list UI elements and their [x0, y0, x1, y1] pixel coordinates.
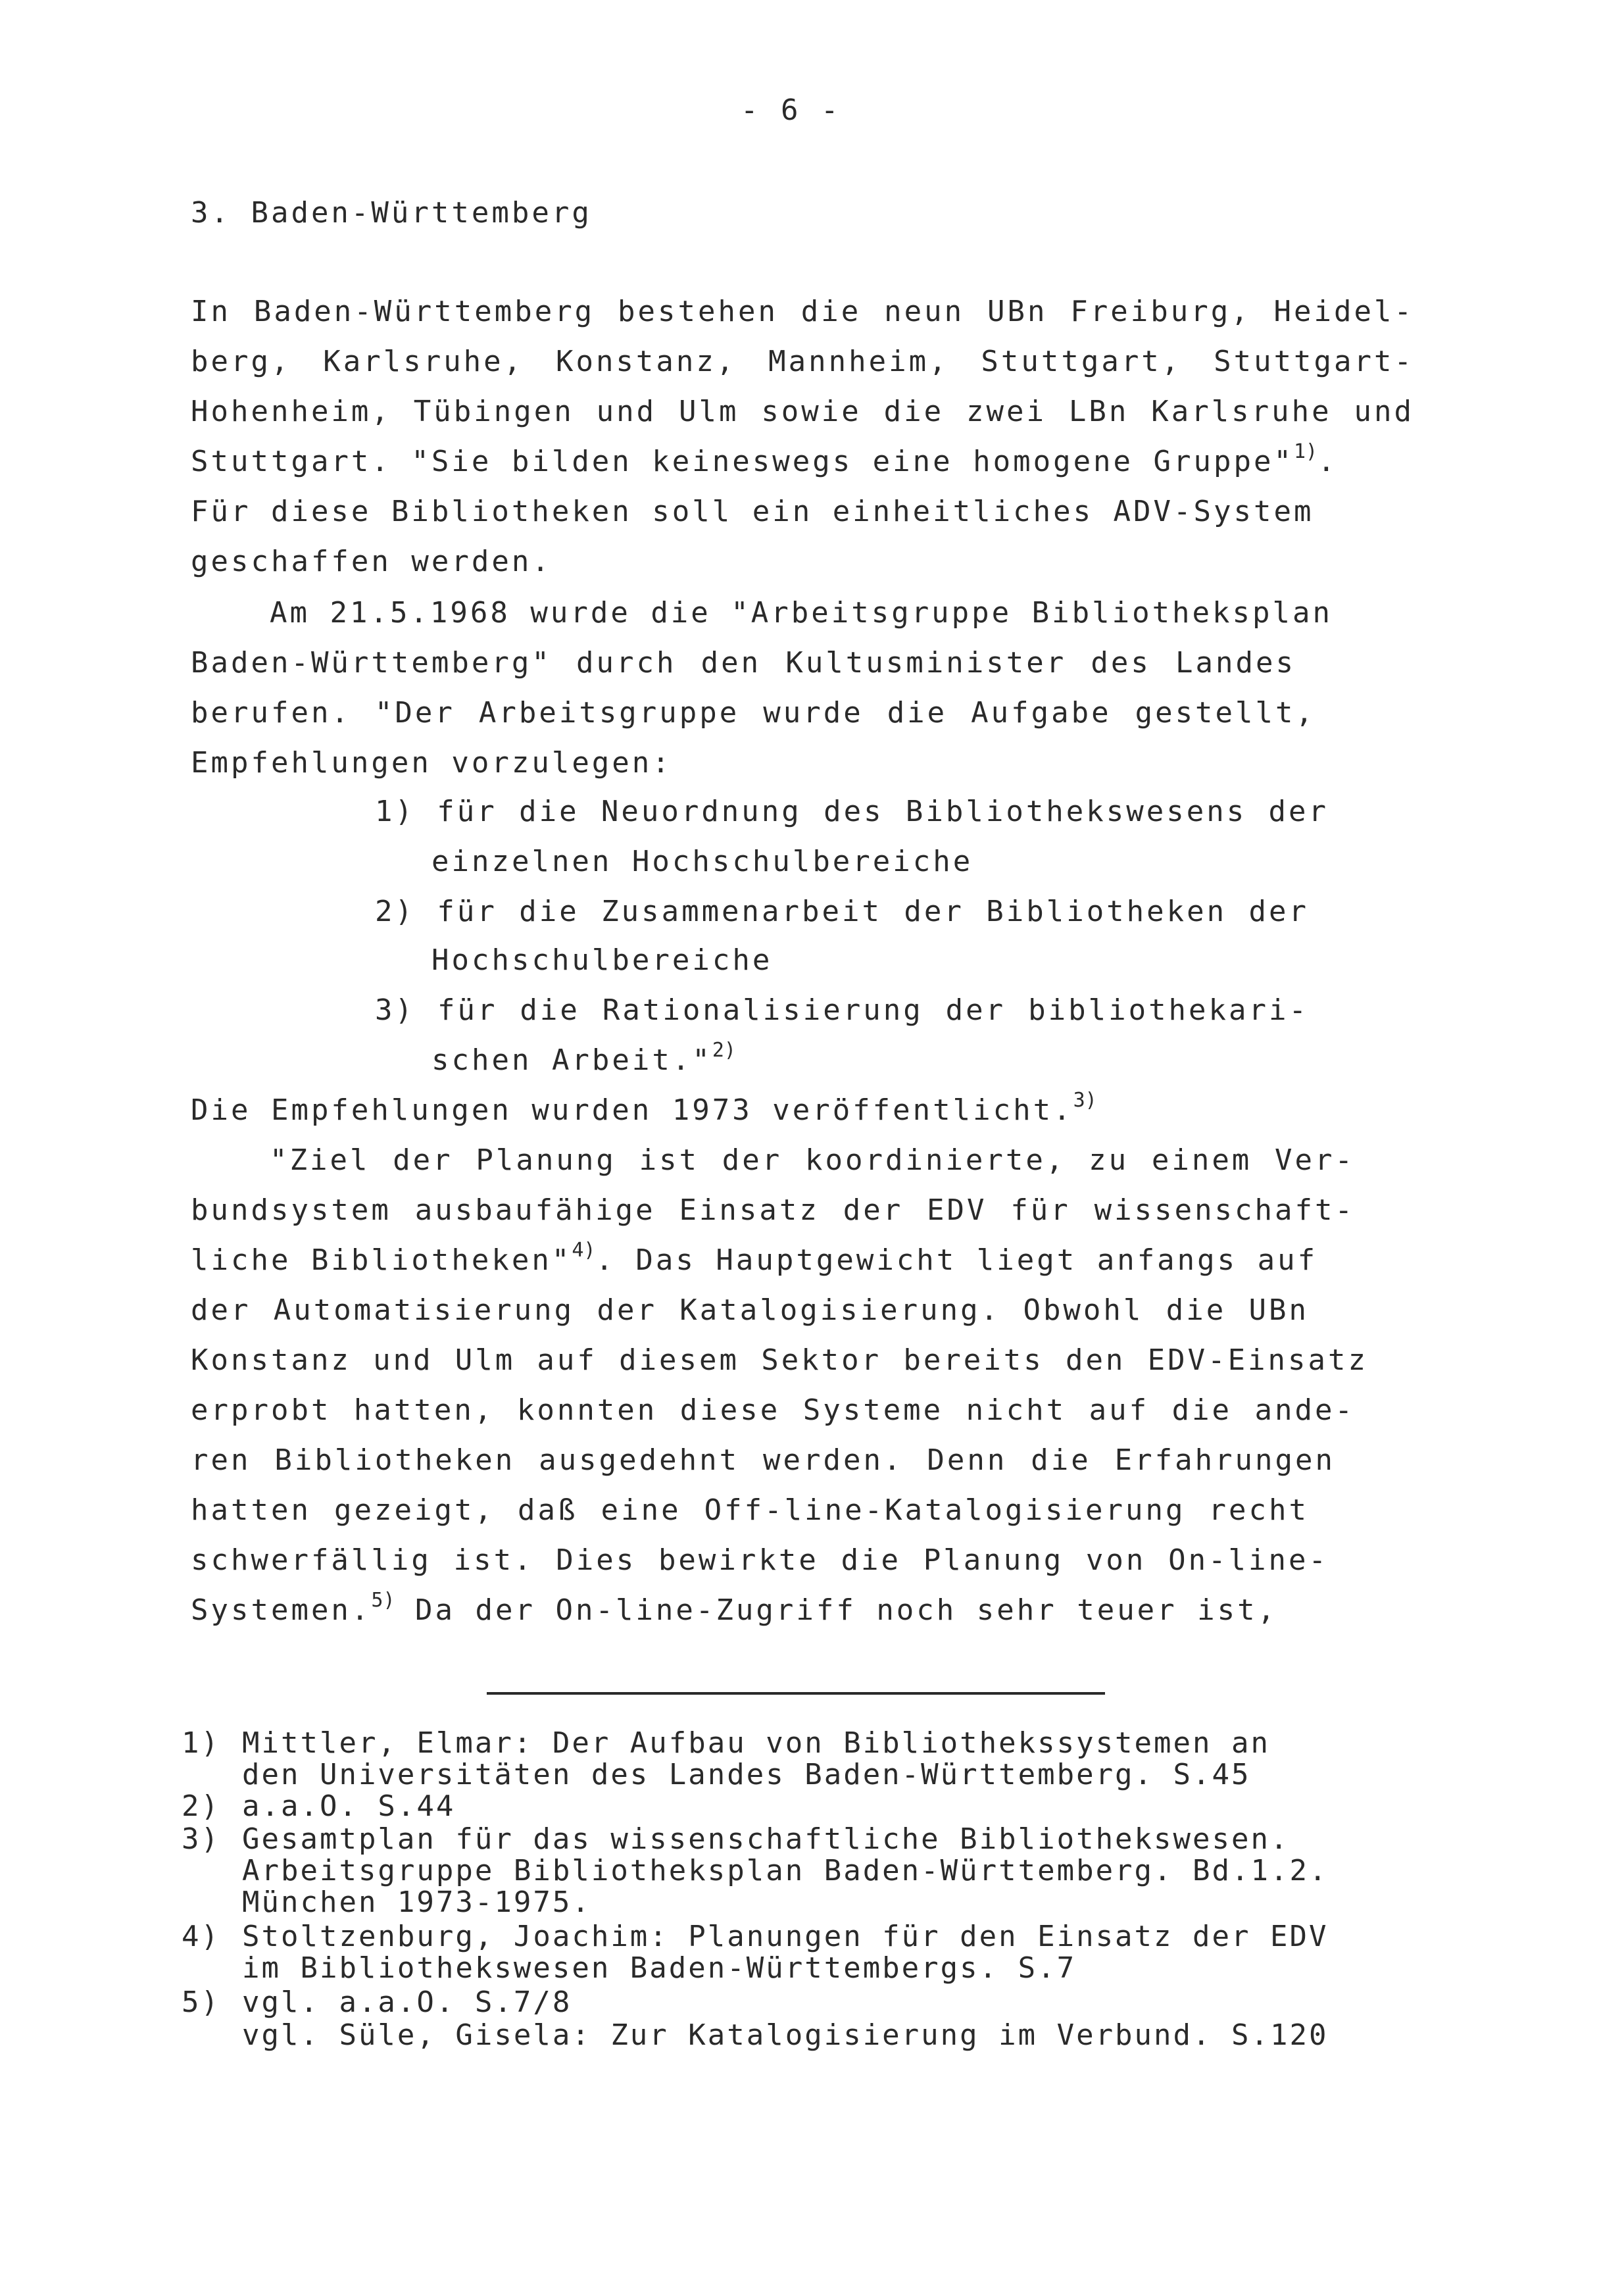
- footnote-line: a.a.O. S.44: [242, 1789, 456, 1823]
- body-line: bundsystem ausbaufähige Einsatz der EDV für wissenschaft-: [191, 1193, 1355, 1227]
- footnote-ref: 3): [1073, 1089, 1097, 1112]
- footnote-line: München 1973-1975.: [242, 1885, 591, 1919]
- list-item-line: Hochschulbereiche: [431, 943, 773, 977]
- body-line: Baden-Württemberg" durch den Kultusminister des Landes: [191, 646, 1296, 680]
- body-line: Am 21.5.1968 wurde die "Arbeitsgruppe Bibliotheksplan: [270, 596, 1333, 630]
- body-text: schen Arbeit.": [431, 1043, 712, 1077]
- body-line: Konstanz und Ulm auf diesem Sektor bereits den EDV-Einsatz: [191, 1343, 1368, 1377]
- body-line: der Automatisierung der Katalogisierung. Obwohl die UBn: [191, 1293, 1309, 1327]
- body-line: berufen. "Der Arbeitsgruppe wurde die Aufgabe gestellt,: [191, 696, 1316, 730]
- section-heading: 3. Baden-Württemberg: [191, 196, 592, 230]
- footnote-line: Mittler, Elmar: Der Aufbau von Bibliothekssystemen an: [242, 1726, 1270, 1760]
- body-text: Systemen.: [191, 1593, 372, 1627]
- body-line: erprobt hatten, konnten diese Systeme nicht auf die ande-: [191, 1393, 1355, 1427]
- body-text: liche Bibliotheken": [191, 1243, 572, 1277]
- footnote-line: Arbeitsgruppe Bibliotheksplan Baden-Württemberg. Bd.1.2.: [242, 1854, 1329, 1887]
- footnote-separator: [487, 1692, 1105, 1695]
- footnote-number: 1): [182, 1726, 220, 1760]
- body-line: [191, 1239, 1318, 1279]
- list-item-line: einzelnen Hochschulbereiche: [431, 845, 973, 878]
- body-text: Da der On-line-Zugriff noch sehr teuer ist,: [395, 1593, 1278, 1627]
- list-item-line: 1) für die Neuordnung des Bibliothekswesens der: [375, 795, 1329, 828]
- body-text: . Das Hauptgewicht liegt anfangs auf: [595, 1243, 1318, 1277]
- footnote-line: vgl. a.a.O. S.7/8: [242, 1985, 572, 2019]
- list-item-line: 3) für die Rationalisierung der bibliothekari-: [375, 993, 1309, 1027]
- body-line: [191, 1089, 1097, 1129]
- body-text: .: [1317, 445, 1338, 478]
- body-line: geschaffen werden.: [191, 545, 552, 578]
- body-text: Die Empfehlungen wurden 1973 veröffentlicht.: [191, 1093, 1073, 1127]
- footnote-line: den Universitäten des Landes Baden-Württemberg. S.45: [242, 1758, 1251, 1791]
- footnote-line: im Bibliothekswesen Baden-Württembergs. S.7: [242, 1951, 1077, 1985]
- footnote-number: 2): [182, 1789, 220, 1823]
- body-line: In Baden-Württemberg bestehen die neun UBn Freiburg, Heidel-: [191, 295, 1414, 328]
- footnote-ref: 1): [1293, 440, 1318, 463]
- body-line: [191, 1589, 1278, 1629]
- page-number: - 6 -: [741, 93, 841, 127]
- body-line: berg, Karlsruhe, Konstanz, Mannheim, Stuttgart, Stuttgart-: [191, 345, 1414, 378]
- footnote-line: Stoltzenburg, Joachim: Planungen für den Einsatz der EDV: [242, 1920, 1329, 1953]
- body-line: ren Bibliotheken ausgedehnt werden. Denn die Erfahrungen: [191, 1443, 1335, 1477]
- footnote-ref: 5): [371, 1589, 395, 1612]
- footnote-line: Gesamtplan für das wissenschaftliche Bibliothekswesen.: [242, 1822, 1290, 1856]
- footnote-number: 3): [182, 1822, 220, 1856]
- body-line: schwerfällig ist. Dies bewirkte die Planung von On-line-: [191, 1543, 1329, 1577]
- body-line: Hohenheim, Tübingen und Ulm sowie die zwei LBn Karlsruhe und: [191, 395, 1414, 428]
- footnote-ref: 2): [712, 1039, 736, 1062]
- body-text: Stuttgart. "Sie bilden keineswegs eine homogene Gruppe": [191, 445, 1294, 478]
- footnote-number: 4): [182, 1920, 220, 1953]
- footnote-line: vgl. Süle, Gisela: Zur Katalogisierung im Verbund. S.120: [242, 2018, 1329, 2052]
- list-item-line: [431, 1039, 736, 1079]
- body-line: Empfehlungen vorzulegen:: [191, 746, 672, 780]
- footnote-number: 5): [182, 1985, 220, 2019]
- body-line: [191, 440, 1338, 480]
- body-line: "Ziel der Planung ist der koordinierte, zu einem Ver-: [270, 1143, 1355, 1177]
- footnote-ref: 4): [572, 1239, 596, 1262]
- list-item-line: 2) für die Zusammenarbeit der Bibliotheken der: [375, 895, 1309, 928]
- body-line: hatten gezeigt, daß eine Off-line-Katalogisierung recht: [191, 1493, 1309, 1527]
- body-line: Für diese Bibliotheken soll ein einheitliches ADV-System: [191, 495, 1314, 528]
